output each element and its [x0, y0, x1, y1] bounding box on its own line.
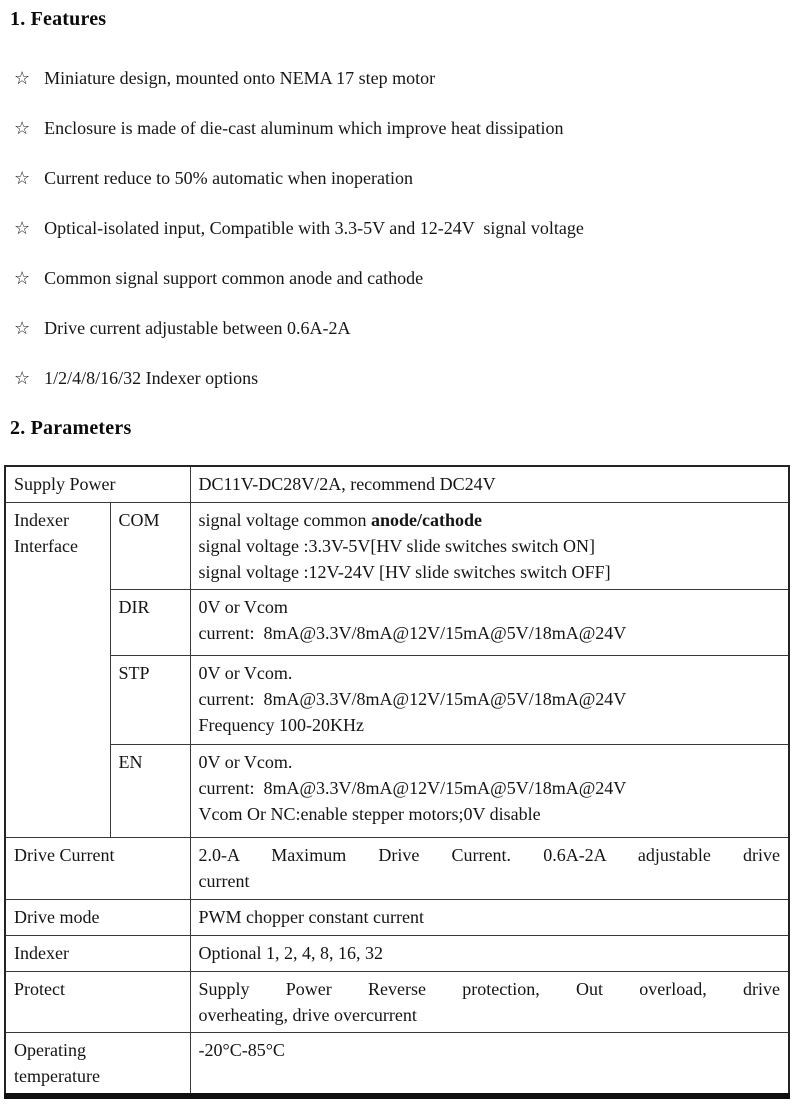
row-drive-current — [5, 837, 789, 899]
star-bullet-icon: ☆ — [14, 268, 31, 289]
feature-text: Drive current adjustable between 0.6A-2A — [44, 318, 351, 338]
feature-item — [10, 117, 790, 140]
protect-label: Protect — [5, 971, 190, 1032]
row-protect — [5, 971, 789, 1032]
operating-temperature-value: -20°C-85°C — [190, 1032, 789, 1096]
feature-text: Miniature design, mounted onto NEMA 17 step motor — [44, 68, 436, 88]
feature-item — [10, 167, 790, 190]
feature-text: Common signal support common anode and cathode — [44, 268, 424, 288]
drive-current-line-2: current — [198, 870, 250, 891]
protect-value — [190, 971, 789, 1032]
dir-value — [190, 589, 789, 655]
feature-text: Enclosure is made of die-cast aluminum which improve heat dissipation — [44, 118, 564, 138]
operating-temperature-label-text: Operating temperature — [14, 1039, 100, 1086]
dir-line-1: 0V or Vcom — [198, 596, 288, 617]
star-bullet-icon: ☆ — [14, 118, 31, 139]
com-line-1 — [199, 507, 781, 533]
row-dir — [5, 589, 789, 655]
parameters-heading: 2. Parameters — [10, 417, 132, 439]
dir-line-2: current: 8mA@3.3V/8mA@12V/15mA@5V/18mA@24V — [198, 622, 627, 643]
en-line-2: current: 8mA@3.3V/8mA@12V/15mA@5V/18mA@24V — [198, 777, 627, 798]
operating-temperature-label — [5, 1032, 190, 1096]
drive-current-value — [190, 837, 789, 899]
com-label: COM — [110, 502, 190, 589]
en-label: EN — [110, 744, 190, 837]
feature-item — [10, 267, 790, 290]
supply-power-value: DC11V-DC28V/2A, recommend DC24V — [190, 466, 789, 502]
stp-line-1: 0V or Vcom. — [198, 662, 293, 683]
protect-line-1: Supply Power Reverse protection, Out overload, drive — [198, 978, 781, 999]
row-indexer — [5, 935, 789, 971]
row-en — [5, 744, 789, 837]
feature-text: Optical-isolated input, Compatible with 3.3-5V and 12-24V signal voltage — [44, 218, 584, 238]
indexer-value: Optional 1, 2, 4, 8, 16, 32 — [190, 935, 789, 971]
row-drive-mode — [5, 899, 789, 935]
features-list — [10, 67, 790, 390]
com-line-1-text: signal voltage common — [198, 509, 371, 530]
dir-label: DIR — [110, 589, 190, 655]
star-bullet-icon: ☆ — [14, 168, 31, 189]
stp-line-2: current: 8mA@3.3V/8mA@12V/15mA@5V/18mA@24V — [198, 688, 627, 709]
stp-line-3: Frequency 100-20KHz — [198, 714, 364, 735]
supply-power-label: Supply Power — [5, 466, 190, 502]
stp-value — [190, 655, 789, 744]
indexer-interface-label-text: Indexer Interface — [14, 509, 78, 556]
star-bullet-icon: ☆ — [14, 368, 31, 389]
feature-text: Current reduce to 50% automatic when inoperation — [44, 168, 414, 188]
feature-item — [10, 67, 790, 90]
en-value — [190, 744, 789, 837]
protect-line-2: overheating, drive overcurrent — [198, 1004, 417, 1025]
indexer-label: Indexer — [5, 935, 190, 971]
drive-mode-label: Drive mode — [5, 899, 190, 935]
com-line-1-bold: anode/cathode — [370, 509, 482, 530]
drive-mode-value: PWM chopper constant current — [190, 899, 789, 935]
star-bullet-icon: ☆ — [14, 218, 31, 239]
com-line-2: signal voltage :3.3V-5V[HV slide switches switch ON] — [198, 535, 595, 556]
feature-text: 1/2/4/8/16/32 Indexer options — [44, 368, 259, 388]
com-value — [190, 502, 789, 589]
feature-item — [10, 317, 790, 340]
star-bullet-icon: ☆ — [14, 318, 31, 339]
drive-current-line-1: 2.0-A Maximum Drive Current. 0.6A-2A adjustable drive — [198, 844, 781, 865]
en-line-3: Vcom Or NC:enable stepper motors;0V disable — [198, 803, 541, 824]
stp-label: STP — [110, 655, 190, 744]
row-stp — [5, 655, 789, 744]
parameters-table — [4, 465, 790, 1099]
row-operating-temperature — [5, 1032, 789, 1096]
com-line-3: signal voltage :12V-24V [HV slide switches switch OFF] — [198, 561, 611, 582]
en-line-1: 0V or Vcom. — [198, 751, 293, 772]
drive-current-label: Drive Current — [5, 837, 190, 899]
feature-item — [10, 367, 790, 390]
star-bullet-icon: ☆ — [14, 68, 31, 89]
feature-item — [10, 217, 790, 240]
row-supply-power — [5, 466, 789, 502]
features-heading: 1. Features — [10, 8, 107, 30]
row-com — [5, 502, 789, 589]
indexer-interface-label — [5, 502, 110, 837]
